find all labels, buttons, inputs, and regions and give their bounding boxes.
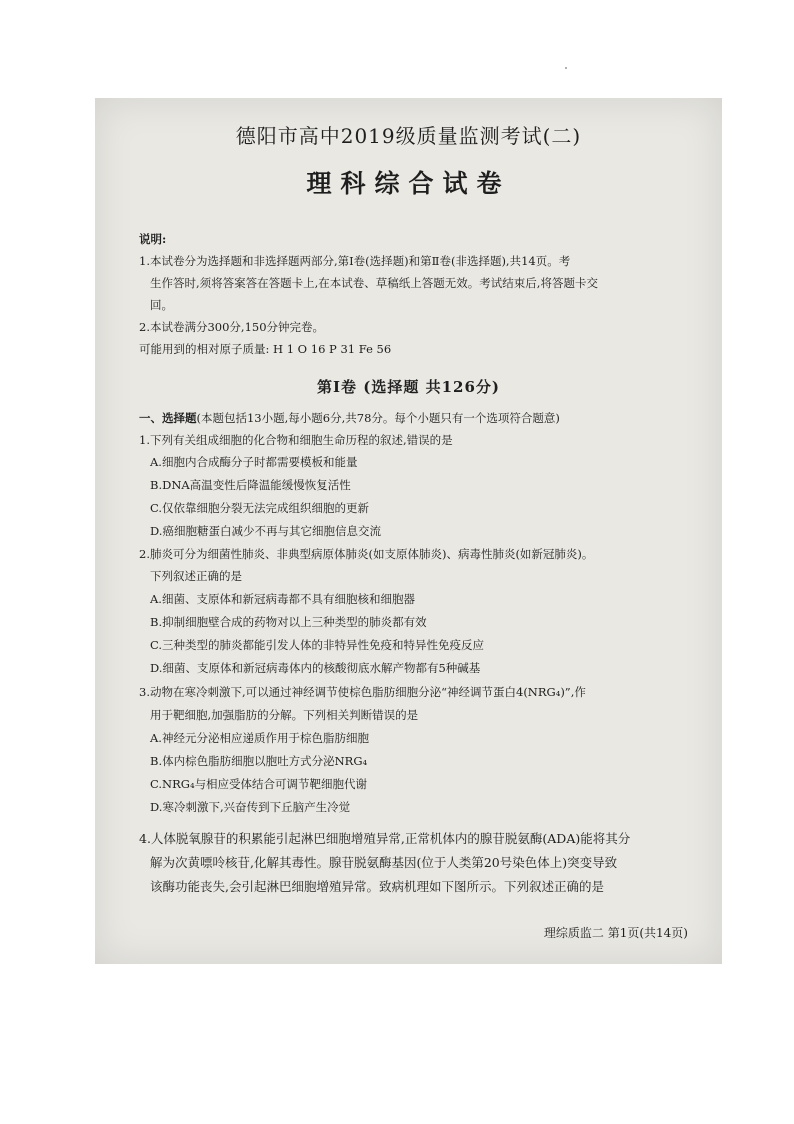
section-instructions xyxy=(139,411,560,425)
q4-line-3: 该酶功能丧失,会引起淋巴细胞增殖异常。致病机理如下图所示。下列叙述正确的是 xyxy=(150,879,604,894)
note-1-line-1: 1.本试卷分为选择题和非选择题两部分,第Ⅰ卷(选择题)和第Ⅱ卷(非选择题),共14页。考 xyxy=(139,254,571,268)
q1-stem: 1.下列有关组成细胞的化合物和细胞生命历程的叙述,错误的是 xyxy=(139,433,453,447)
q1-option-d: D.癌细胞糖蛋白减少不再与其它细胞信息交流 xyxy=(150,524,381,538)
note-1-line-2: 生作答时,须将答案答在答题卡上,在本试卷、草稿纸上答题无效。考试结束后,将答题卡交 xyxy=(150,276,598,290)
q4-line-2: 解为次黄嘌呤核苷,化解其毒性。腺苷脱氨酶基因(位于人类第20号染色体上)突变导致 xyxy=(150,855,618,870)
exam-paper xyxy=(95,98,722,964)
q3-stem-line-2: 用于靶细胞,加强脂肪的分解。下列相关判断错误的是 xyxy=(150,708,419,722)
q3-option-b: B.体内棕色脂肪细胞以胞吐方式分泌NRG₄ xyxy=(150,754,368,768)
note-2: 2.本试卷满分300分,150分钟完卷。 xyxy=(139,320,325,334)
q4-line-1: 4.人体脱氧腺苷的积累能引起淋巴细胞增殖异常,正常机体内的腺苷脱氨酶(ADA)能将其分 xyxy=(139,831,631,846)
section-heading: 第Ⅰ卷 (选择题 共126分) xyxy=(317,378,500,396)
q2-stem-line-2: 下列叙述正确的是 xyxy=(150,569,242,583)
q2-option-b: B.抑制细胞壁合成的药物对以上三种类型的肺炎都有效 xyxy=(150,615,427,629)
page-footer: 理综质监二 第1页(共14页) xyxy=(543,926,688,940)
q3-stem-line-1: 3.动物在寒冷刺激下,可以通过神经调节使棕色脂肪细胞分泌“神经调节蛋白4(NRG₄)”,作 xyxy=(139,685,586,699)
q3-option-d: D.寒冷刺激下,兴奋传到下丘脑产生冷觉 xyxy=(150,800,351,814)
exam-subtitle: 理科综合试卷 xyxy=(306,169,511,198)
note-1-line-3: 回。 xyxy=(150,298,173,312)
atomic-masses: 可能用到的相对原子质量: H 1 O 16 P 31 Fe 56 xyxy=(139,342,392,356)
q3-option-c: C.NRG₄与相应受体结合可调节靶细胞代谢 xyxy=(150,777,368,791)
q2-stem-line-1: 2.肺炎可分为细菌性肺炎、非典型病原体肺炎(如支原体肺炎)、病毒性肺炎(如新冠肺炎)。 xyxy=(139,547,594,561)
scan-speck xyxy=(565,67,567,69)
q2-option-a: A.细菌、支原体和新冠病毒都不具有细胞核和细胞器 xyxy=(150,592,415,606)
q2-option-c: C.三种类型的肺炎都能引发人体的非特异性免疫和特异性免疫反应 xyxy=(150,638,485,652)
section-instructions-label: 一、选择题 xyxy=(139,411,197,425)
q1-option-b: B.DNA高温变性后降温能缓慢恢复活性 xyxy=(150,478,351,492)
q3-option-a: A.神经元分泌相应递质作用于棕色脂肪细胞 xyxy=(150,731,369,745)
q2-option-d: D.细菌、支原体和新冠病毒体内的核酸彻底水解产物都有5种碱基 xyxy=(150,661,481,675)
exam-title: 德阳市高中2019级质量监测考试(二) xyxy=(235,124,582,148)
q1-option-a: A.细胞内合成酶分子时都需要模板和能量 xyxy=(150,455,358,469)
q1-option-c: C.仅依靠细胞分裂无法完成组织细胞的更新 xyxy=(150,501,370,515)
notes-label: 说明: xyxy=(139,232,167,246)
section-instructions-text: (本题包括13小题,每小题6分,共78分。每个小题只有一个选项符合题意) xyxy=(196,411,560,425)
